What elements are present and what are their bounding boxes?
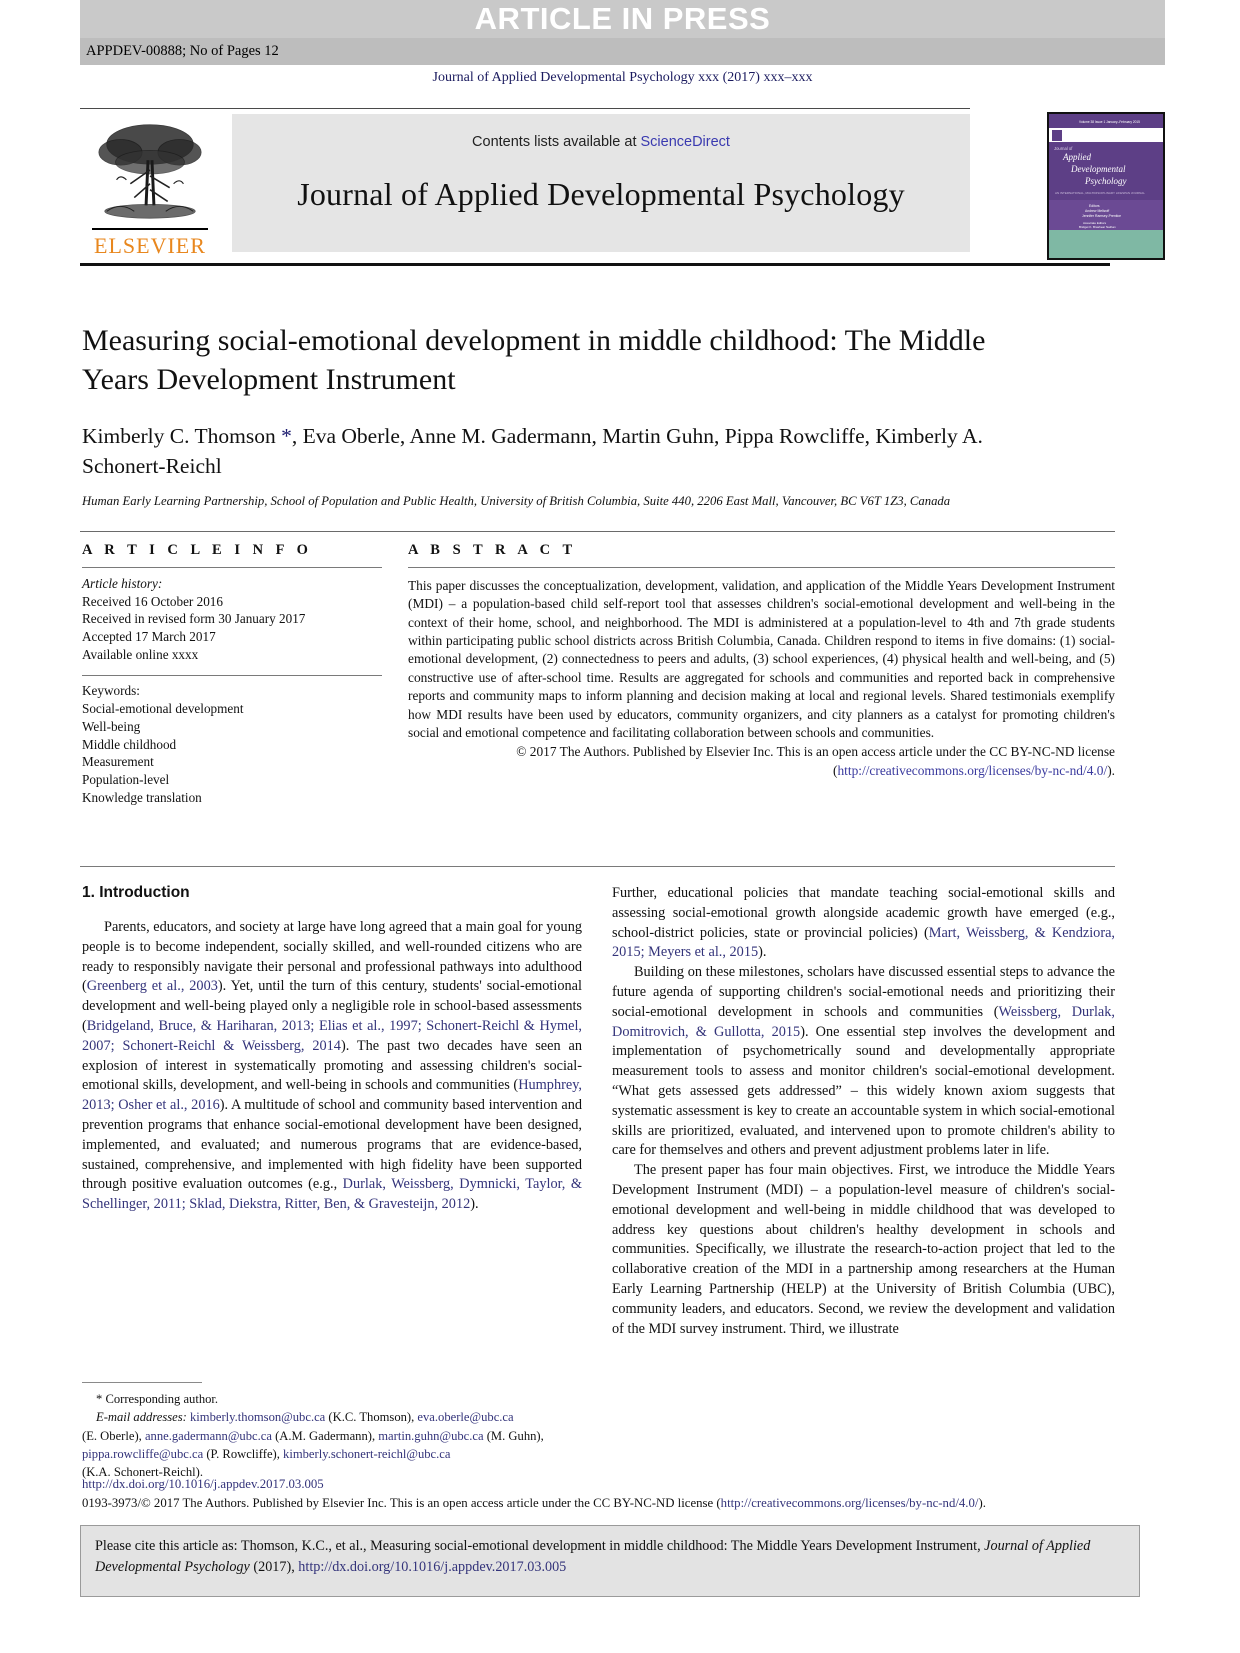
svg-text:Bridget K. Brashear Nathan: Bridget K. Brashear Nathan xyxy=(1079,225,1116,229)
paragraph-text: Further, educational policies that mandate teaching social-emotional skills and assessing social-emotional growth alongside academic growth have emerged (e.g., school-district policies, state or provincial policies) ( xyxy=(612,885,1115,941)
abstract-column xyxy=(408,534,1115,780)
sciencedirect-link[interactable]: ScienceDirect xyxy=(640,134,730,150)
email-owner: (E. Oberle), xyxy=(82,1428,145,1443)
author-list xyxy=(82,422,987,480)
article-info-column xyxy=(82,534,382,806)
paragraph-text: ). The past two decades have seen an explosion of interest in systematically promoting and assessing children's social-emotional skills, development, and well-being in schools and communities ( xyxy=(82,1037,582,1094)
please-cite-text xyxy=(95,1536,1125,1578)
paragraph-text: Building on these milestones, scholars have discussed essential steps to advance the future agenda of supporting children's social-emotional needs and prioritizing their social-emotional development in schools and communities ( xyxy=(612,964,1115,1020)
journal-masthead xyxy=(80,108,1165,266)
contents-box xyxy=(232,114,970,252)
footnote-rule xyxy=(82,1382,202,1383)
paragraph-text: ). One essential step involves the development and implementation of psychometrically sound and developmentally appropriate measurement tools to assess and monitor children's social-emotional development. “What gets assessed gets addressed” – this widely known axiom suggests that systematic assessment is key to create an accountable system in which social-emotional skills are prioritized, evaluated, and intervened upon to promote children's ability to care for themselves and others and prevent adjustment problems later in life. xyxy=(612,1023,1115,1159)
masthead-bottom-rule xyxy=(80,263,1110,266)
citation-link[interactable]: Weissberg, Durlak, Domitrovich, & Gullotta, 2015 xyxy=(612,1003,1115,1040)
copyright-prefix: © 2017 The Authors. Published by Elsevier Inc. This is an open access article under the CC BY-NC-ND license ( xyxy=(516,744,1115,778)
body-column-right xyxy=(612,884,1115,1339)
article-in-press-label: ARTICLE IN PRESS xyxy=(474,1,771,36)
svg-text:Associate Editors: Associate Editors xyxy=(1083,221,1107,225)
svg-text:AN INTERNATIONAL, MULTIDISCIPL: AN INTERNATIONAL, MULTIDISCIPLINARY LIFESPAN JOURNAL xyxy=(1055,191,1145,195)
elsevier-tree-icon xyxy=(91,114,209,226)
cite-middle: (2017), xyxy=(249,1559,299,1576)
paragraph-text: ). A multitude of school and community based intervention and prevention programs that enhance social-emotional development have been designed, implemented, and evaluated; and numerous programs that are evidence-based, sustained, comprehensive, and implemented with high fidelity have been supported through positive evaluation outcomes (e.g., xyxy=(82,1097,582,1193)
email-link[interactable]: martin.guhn@ubc.ca xyxy=(378,1428,484,1443)
body-paragraph xyxy=(612,884,1115,963)
abstract-text: This paper discusses the conceptualization, development, validation, and application of the Middle Years Development Instrument (MDI) – a population-based child self-report tool that assesses children's social-emotional development and well-being in the context of their home, school, and neighborhood. The MDI is administered at a population-level to 4th and 7th grade students within participating public school districts across British Columbia, Canada. Children respond to items in five domains: (1) social-emotional development, (2) connectedness to peers and adults, (3) school experiences, (4) physical health and well-being, and (5) constructive use of after-school time. Results are aggregated for schools and communities and reported back in comprehensive reports and community maps to inform planning and decision making at local and regional levels. Shared testimonials exemplify how MDI results have been used by educators, community organizers, and city planners as a catalyst for promoting children's social and emotional competence and facilitating collaboration between schools and communities. xyxy=(408,578,1115,740)
keyword-item: Well-being xyxy=(82,718,141,734)
article-id-banner xyxy=(80,38,1165,65)
email-link[interactable]: kimberly.schonert-reichl@ubc.ca xyxy=(283,1446,451,1461)
svg-text:Journal of: Journal of xyxy=(1054,146,1073,151)
paragraph-text: ). xyxy=(470,1196,479,1213)
article-id-label: APPDEV-00888; No of Pages 12 xyxy=(86,43,279,59)
elsevier-wordmark: ELSEVIER xyxy=(94,233,206,258)
elsevier-logo xyxy=(80,114,220,264)
journal-cover-image xyxy=(1049,114,1163,258)
issn-copyright-prefix: 0193-3973/© 2017 The Authors. Published by Elsevier Inc. This is an open access article under the CC BY-NC-ND license ( xyxy=(82,1496,721,1511)
email-owner: (M. Guhn), xyxy=(483,1428,544,1443)
paragraph-text: ). Yet, until the turn of this century, students' social-emotional development and well-being played only a negligible role in school-based assessments ( xyxy=(82,978,582,1034)
svg-text:Andrew Meltzoff: Andrew Meltzoff xyxy=(1085,209,1110,213)
journal-title: Journal of Applied Developmental Psychology xyxy=(297,176,905,212)
email-owner: (P. Rowcliffe), xyxy=(203,1446,284,1461)
citation-link[interactable]: Humphrey, 2013; Osher et al., 2016 xyxy=(82,1077,582,1114)
footer-doi-block xyxy=(82,1475,1117,1513)
article-history-label: Article history: xyxy=(82,576,163,591)
email-link[interactable]: anne.gadermann@ubc.ca xyxy=(144,1428,272,1443)
body-column-left xyxy=(82,884,582,1215)
email-owner: (K.C. Thomson), xyxy=(325,1410,418,1425)
footnote-block xyxy=(82,1390,582,1481)
title-block xyxy=(82,322,987,510)
email-link[interactable]: eva.oberle@ubc.ca xyxy=(417,1410,514,1425)
article-history-item: Received in revised form 30 January 2017 xyxy=(82,611,306,627)
keyword-item: Social-emotional development xyxy=(82,701,244,717)
corresponding-author-note: * Corresponding author. xyxy=(96,1392,219,1406)
page-title: Measuring social-emotional development in middle childhood: The Middle Years Development Instrument xyxy=(82,324,986,396)
paragraph-text: ). xyxy=(758,944,767,961)
citation-link[interactable]: Mart, Weissberg, & Kendziora, 2015; Meyers et al., 2015 xyxy=(612,924,1115,961)
corresponding-author-marker: * xyxy=(281,424,292,449)
journal-cover-thumbnail xyxy=(1047,112,1165,260)
license-link[interactable]: http://creativecommons.org/licenses/by-nc-nd/4.0/ xyxy=(720,1496,979,1511)
svg-text:Volume 38 Issue 1 January–Febr: Volume 38 Issue 1 January–February 2015 xyxy=(1079,120,1140,124)
elsevier-logo-rule xyxy=(92,228,208,230)
issn-copyright-suffix: ). xyxy=(978,1496,986,1511)
email-addresses-label: E-mail addresses: xyxy=(96,1410,187,1425)
doi-link[interactable]: http://dx.doi.org/10.1016/j.appdev.2017.03.005 xyxy=(82,1477,324,1491)
article-history-group xyxy=(82,575,382,663)
doi-line xyxy=(82,1475,1117,1494)
body-top-rule xyxy=(80,866,1115,867)
paragraph-text: Parents, educators, and society at large have long agreed that a main goal for young people is to become independent, socially skilled, and well-rounded citizens who are ready to responsibly navigate their personal and professional pathways into adulthood ( xyxy=(82,919,582,995)
citation-link[interactable]: Bridgeland, Bruce, & Hariharan, 2013; Elias et al., 1997; Schonert-Reichl & Hymel, 2007; Schonert-Reichl & Weissberg, 2014 xyxy=(82,1017,582,1054)
keyword-item: Population-level xyxy=(82,771,170,787)
abstract-heading: A B S T R A C T xyxy=(408,542,577,558)
article-info-rule xyxy=(82,567,382,568)
author-rest: , Eva Oberle, Anne M. Gadermann, Martin Guhn, Pippa Rowcliffe, Kimberly A. Schonert-Reichl xyxy=(82,424,983,478)
citation-link[interactable]: Durlak, Weissberg, Dymnicki, Taylor, & Schellinger, 2011; Sklad, Diekstra, Ritter, Ben, & Gravesteijn, 2012 xyxy=(82,1176,583,1213)
email-addresses-line-4: (K.A. Schonert-Reichl). xyxy=(82,1465,204,1479)
abstract-rule xyxy=(408,567,1115,568)
license-link[interactable]: http://creativecommons.org/licenses/by-nc-nd/4.0/ xyxy=(837,762,1108,778)
keyword-item: Measurement xyxy=(82,754,154,770)
citation-link[interactable]: Greenberg et al., 2003 xyxy=(86,978,218,995)
email-addresses-line xyxy=(82,1408,582,1426)
keywords-label: Keywords: xyxy=(82,683,140,699)
email-owner: (A.M. Gadermann), xyxy=(271,1428,379,1443)
author-first: Kimberly C. Thomson xyxy=(82,424,282,449)
copyright-suffix: ). xyxy=(1107,762,1115,778)
issn-copyright-line xyxy=(82,1494,1117,1513)
cite-prefix: Please cite this article as: Thomson, K.C., et al., Measuring social-emotional development in middle childhood: The Middle Years Development Instrument, xyxy=(95,1538,985,1554)
body-paragraph: The present paper has four main objectives. First, we introduce the Middle Years Development Instrument (MDI) – a population-level measure of children's social-emotional development and well-being in middle childhood that was developed to address key questions about children's healthy development in schools and communities. Specifically, we illustrate the research-to-action project that led to the collaborative creation of the MDI in a partnership among researchers at the Human Early Learning Partnership (HELP) at the University of British Columbia (UBC), community leaders, and educators. Second, we review the development and validation of the MDI survey instrument. Third, we illustrate xyxy=(612,1162,1115,1337)
affiliation: Human Early Learning Partnership, School of Population and Public Health, University of British Columbia, Suite 440, 2206 East Mall, Vancouver, BC V6T 1Z3, Canada xyxy=(82,493,951,508)
please-cite-box xyxy=(80,1525,1140,1597)
body-paragraph xyxy=(82,918,582,1215)
masthead-top-rule xyxy=(80,108,970,109)
article-history-item: Accepted 17 March 2017 xyxy=(82,629,216,645)
contents-prefix-label: Contents lists available at xyxy=(472,134,641,150)
email-addresses-line-3 xyxy=(82,1445,582,1463)
article-info-separator xyxy=(82,675,382,676)
email-link[interactable]: pippa.rowcliffe@ubc.ca xyxy=(82,1446,204,1461)
email-link[interactable]: kimberly.thomson@ubc.ca xyxy=(189,1410,326,1425)
email-addresses-line-2 xyxy=(82,1427,582,1445)
keywords-group xyxy=(82,682,382,806)
keyword-item: Knowledge translation xyxy=(82,789,202,805)
article-history-item: Available online xxxx xyxy=(82,646,199,662)
svg-text:Applied: Applied xyxy=(1063,152,1091,162)
keyword-item: Middle childhood xyxy=(82,736,177,752)
cite-journal-name: Journal of Applied Developmental Psychology xyxy=(95,1538,1091,1576)
article-history-item: Received 16 October 2016 xyxy=(82,593,223,609)
svg-text:Developmental: Developmental xyxy=(1071,164,1126,174)
contents-available-line xyxy=(472,134,730,150)
body-paragraph xyxy=(612,963,1115,1161)
article-in-press-banner xyxy=(80,0,1165,38)
abstract-copyright xyxy=(408,743,1115,780)
running-head: Journal of Applied Developmental Psychology xxx (2017) xxx–xxx xyxy=(432,70,813,85)
svg-text:Editors: Editors xyxy=(1089,204,1100,208)
svg-text:Psychology: Psychology xyxy=(1085,176,1127,186)
section-heading-introduction: 1. Introduction xyxy=(82,884,190,901)
info-abstract-top-rule xyxy=(80,531,1115,532)
article-info-heading: A R T I C L E I N F O xyxy=(82,542,313,558)
cite-doi-link[interactable]: http://dx.doi.org/10.1016/j.appdev.2017.03.005 xyxy=(298,1559,567,1576)
svg-text:Jennifer Ramsey-Prentice: Jennifer Ramsey-Prentice xyxy=(1082,214,1122,218)
